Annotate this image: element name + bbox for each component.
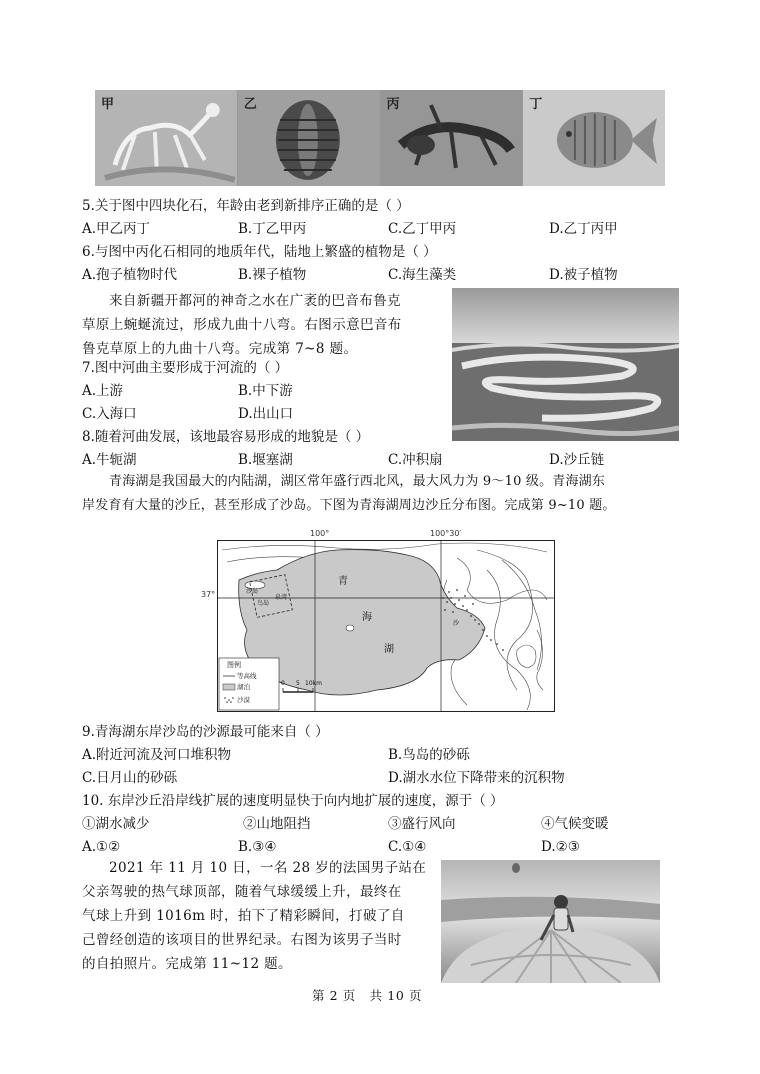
hot-air-balloon-photo xyxy=(441,860,660,983)
passage3-line-4: 己曾经创造的该项目的世界纪录。右图为该男子当时 xyxy=(82,932,402,948)
qinghai-lake-dune-map xyxy=(217,540,555,722)
amphibian-fossil-icon xyxy=(381,90,523,186)
passage-river-meander xyxy=(82,289,448,361)
q7-option-b: B.中下游 xyxy=(238,383,293,399)
q9-option-c: C.日月山的砂砾 xyxy=(82,770,178,786)
passage2-line-2: 岸发育有大量的沙丘，甚至形成了沙岛。下图为青海湖周边沙丘分布图。完成第 9~10 题。 xyxy=(82,498,616,513)
river-meander-photo xyxy=(452,288,679,441)
passage3-line-2: 父亲驾驶的热气球顶部，随着气球缓缓上升，最终在 xyxy=(82,884,402,900)
map-label-sha: 沙 xyxy=(453,620,460,627)
map-lat-37: 37° xyxy=(201,590,216,599)
passage3-line-5: 的自拍照片。完成第 11~12 题。 xyxy=(82,956,292,972)
q10-stem: 10. 东岸沙丘沿岸线扩展的速度明显快于向内地扩展的速度，源于（ ） xyxy=(82,793,504,809)
fossil-label-ding: 丁 xyxy=(529,97,543,112)
q5-stem: 5.关于图中四块化石，年龄由老到新排序正确的是（ ） xyxy=(82,198,410,214)
passage-hot-air-balloon xyxy=(82,856,442,976)
map-label-quanwan: 泉湾 xyxy=(275,594,288,601)
trilobite-icon xyxy=(238,90,380,186)
q10-item-4: ④气候变暖 xyxy=(541,816,609,832)
fossil-label-bing: 丙 xyxy=(386,97,400,112)
q5-option-d: D.乙丁丙甲 xyxy=(549,221,618,237)
q9-option-b: B.鸟岛的砂砾 xyxy=(388,747,470,763)
q7-option-d: D.出山口 xyxy=(238,406,294,422)
fish-fossil-icon xyxy=(523,90,665,186)
fossil-image-strip xyxy=(95,90,665,186)
map-label-bird-island: 鸟岛 xyxy=(257,600,270,607)
map-scale-5: 5 xyxy=(296,680,300,687)
map-lake-char-qing: 青 xyxy=(338,576,348,587)
q7-stem: 7.图中河曲主要形成于河流的（ ） xyxy=(82,360,289,376)
passage1-line-1: 来自新疆开都河的神奇之水在广袤的巴音布鲁克 xyxy=(109,293,401,309)
q8-option-a: A.牛轭湖 xyxy=(82,452,137,468)
q10-item-1: ①湖水减少 xyxy=(82,816,150,832)
map-lon-100-30: 100°30′ xyxy=(430,529,462,538)
passage3-line-3: 气球上升到 1016m 时，拍下了精彩瞬间，打破了自 xyxy=(82,908,405,924)
q10-option-a: A.①② xyxy=(82,839,121,855)
passage2-line-1: 青海湖是我国最大的内陆湖，湖区常年盛行西北风，最大风力为 9～10 级。青海湖东 xyxy=(109,474,606,489)
map-label-sand-island: 沙岛 xyxy=(246,588,259,595)
passage-qinghai-lake xyxy=(82,470,682,518)
q5-option-a: A.甲乙丙丁 xyxy=(82,221,151,237)
fossil-bing-image xyxy=(381,90,524,186)
q8-stem: 8.随着河曲发展，该地最容易形成的地貌是（ ） xyxy=(82,429,370,445)
dinosaur-skeleton-icon xyxy=(95,90,237,186)
q6-option-a: A.孢子植物时代 xyxy=(82,267,178,283)
map-scale-0: 0 xyxy=(281,680,285,687)
q10-item-2: ②山地阻挡 xyxy=(243,816,311,832)
q10-option-b: B.③④ xyxy=(238,839,277,855)
fossil-ding-image xyxy=(523,90,665,186)
q6-option-b: B.裸子植物 xyxy=(238,267,307,283)
q10-option-d: D.②③ xyxy=(541,839,580,855)
q6-option-c: C.海生藻类 xyxy=(388,267,457,283)
map-lake-char-hai: 海 xyxy=(362,612,372,623)
map-legend-lake: 湖泊 xyxy=(237,683,250,691)
map-lon-100: 100° xyxy=(310,529,330,538)
page-footer: 第 2 页 共 10 页 xyxy=(312,988,423,1003)
q10-option-c: C.①④ xyxy=(388,839,427,855)
q10-item-3: ③盛行风向 xyxy=(388,816,456,832)
fossil-yi-image xyxy=(238,90,381,186)
map-legend-desert: 沙漠 xyxy=(237,696,250,704)
q9-option-d: D.湖水水位下降带来的沉积物 xyxy=(388,770,565,786)
fossil-label-jia: 甲 xyxy=(101,97,115,112)
fossil-label-yi: 乙 xyxy=(243,97,257,112)
map-legend-title: 图例 xyxy=(227,661,241,669)
passage3-line-1: 2021 年 11 月 10 日，一名 28 岁的法国男子站在 xyxy=(109,860,427,876)
q6-stem: 6.与图中丙化石相同的地质年代，陆地上繁盛的植物是（ ） xyxy=(82,244,437,260)
q7-option-a: A.上游 xyxy=(82,383,124,399)
q5-option-c: C.乙丁甲丙 xyxy=(388,221,457,237)
fossil-jia-image xyxy=(95,90,238,186)
q7-option-c: C.入海口 xyxy=(82,406,137,422)
q6-option-d: D.被子植物 xyxy=(549,267,618,283)
q8-option-d: D.沙丘链 xyxy=(549,452,605,468)
map-legend-contour: 等高线 xyxy=(237,672,257,680)
q9-stem: 9.青海湖东岸沙岛的沙源最可能来自（ ） xyxy=(82,724,329,740)
q8-option-c: C.冲积扇 xyxy=(388,452,443,468)
passage1-line-2: 草原上蜿蜒流过，形成九曲十八弯。右图示意巴音布 xyxy=(82,317,402,333)
map-scale-10km: 10km xyxy=(305,680,322,687)
q5-option-b: B.丁乙甲丙 xyxy=(238,221,307,237)
q9-option-a: A.附近河流及河口堆积物 xyxy=(82,747,232,763)
q8-option-b: B.堰塞湖 xyxy=(238,452,293,468)
map-lake-char-hu: 湖 xyxy=(384,644,394,655)
passage1-line-3: 鲁克草原上的九曲十八弯。完成第 7~8 题。 xyxy=(82,341,358,357)
